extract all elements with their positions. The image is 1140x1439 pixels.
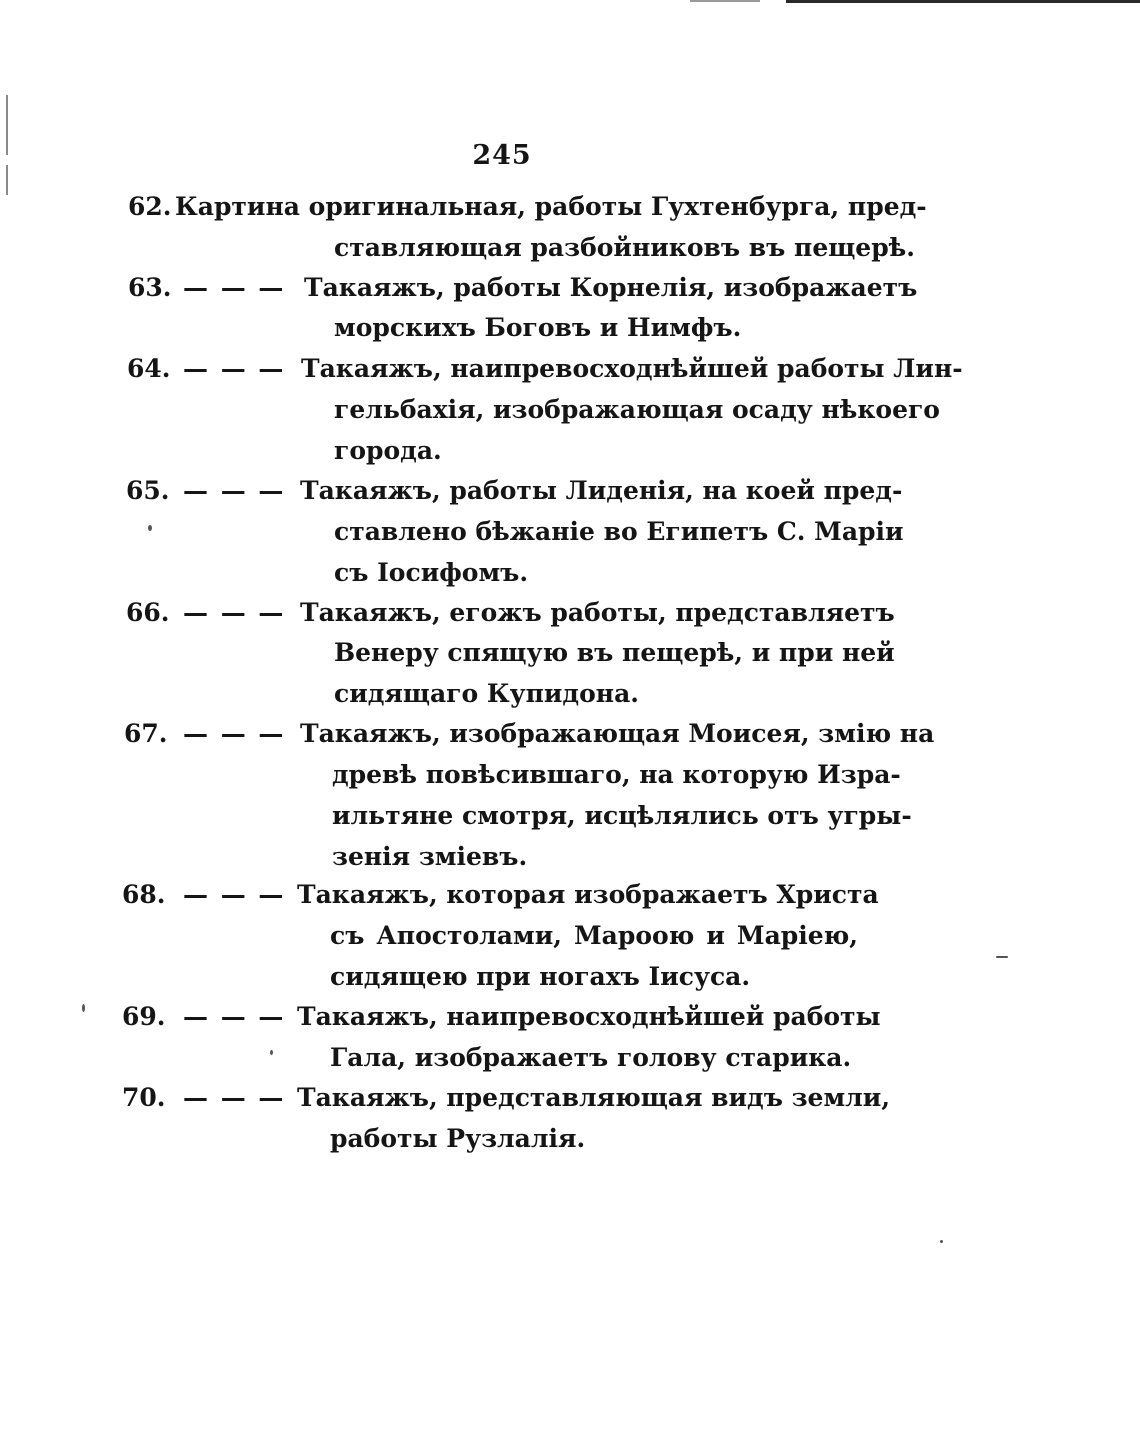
entry-number: 69. bbox=[122, 1002, 166, 1031]
entry-dash: — — — bbox=[183, 719, 286, 748]
entry-text-line: Такаяжъ, работы Лиденія, на коей пред- bbox=[300, 476, 903, 505]
entry-text-line: древѣ повѣсившаго, на которую Изра- bbox=[332, 760, 901, 789]
entry-text-line: Такаяжъ, работы Корнелія, изображаетъ bbox=[304, 273, 918, 302]
entry-text-line: сидящаго Купидона. bbox=[334, 679, 639, 708]
entry-text-line: работы Рузлалія. bbox=[330, 1124, 586, 1153]
entry-number: 67. bbox=[124, 719, 168, 748]
top-edge-rule bbox=[690, 0, 760, 2]
entry-text-line: ставлено бѣжаніе во Египетъ С. Маріи bbox=[334, 517, 904, 546]
entry-number: 66. bbox=[126, 598, 170, 627]
entry-dash: — — — bbox=[183, 354, 286, 383]
entry-text-line: съ Іосифомъ. bbox=[334, 558, 529, 587]
entry-text-line: морскихъ Боговъ и Нимфъ. bbox=[334, 313, 742, 342]
entry-text-line: гельбахія, изображающая осаду нѣкоего bbox=[334, 395, 940, 424]
entry-text-line: города. bbox=[334, 436, 442, 465]
scan-speck bbox=[148, 525, 152, 531]
entry-dash: — — — bbox=[183, 476, 286, 505]
scan-speck bbox=[82, 1004, 85, 1012]
entry-dash: — — — bbox=[183, 273, 286, 302]
scan-speck bbox=[996, 956, 1008, 958]
entry-dash: — — — bbox=[183, 1002, 286, 1031]
entry-dash: — — — bbox=[183, 1083, 286, 1112]
entry-number: 63. bbox=[128, 273, 172, 302]
entry-text-line: Картина оригинальная, работы Гухтенбурга, пред- bbox=[175, 192, 927, 221]
entry-text-line: ставляющая разбойниковъ въ пещерѣ. bbox=[334, 233, 915, 262]
entry-number: 65. bbox=[126, 476, 170, 505]
entry-number: 64. bbox=[127, 354, 171, 383]
entry-text-line: зенія зміевъ. bbox=[332, 842, 528, 871]
scan-speck bbox=[940, 1240, 943, 1243]
top-edge-rule bbox=[786, 0, 1140, 3]
entry-text-line: Гала, изображаетъ голову старика. bbox=[330, 1043, 852, 1072]
entry-text-line: съ Апостолами, Мароою и Маріею, bbox=[330, 921, 858, 950]
entry-dash: — — — bbox=[183, 598, 286, 627]
entry-number: 70. bbox=[122, 1083, 166, 1112]
entry-text-line: Такаяжъ, наипревосходнѣйшей работы Лин- bbox=[301, 354, 963, 383]
scan-speck bbox=[270, 1050, 273, 1055]
entry-number: 68. bbox=[122, 880, 166, 909]
entry-dash: — — — bbox=[183, 880, 286, 909]
entry-text-line: Такаяжъ, егожъ работы, представляетъ bbox=[300, 598, 895, 627]
entry-text-line: Такаяжъ, представляющая видъ земли, bbox=[297, 1083, 891, 1112]
entry-number: 62. bbox=[128, 192, 172, 221]
entry-text-line: Такаяжъ, наипревосходнѣйшей работы bbox=[297, 1002, 881, 1031]
entry-text-line: Венеру спящую въ пещерѣ, и при ней bbox=[334, 638, 895, 667]
entry-text-line: Такаяжъ, которая изображаетъ Христа bbox=[297, 880, 879, 909]
entry-text-line: ильтяне смотря, исцѣлялись отъ угры- bbox=[332, 801, 912, 830]
entry-text-line: Такаяжъ, изображающая Моисея, змію на bbox=[300, 719, 935, 748]
entry-text-line: сидящею при ногахъ Іисуса. bbox=[330, 962, 751, 991]
page-number: 245 bbox=[472, 140, 532, 171]
